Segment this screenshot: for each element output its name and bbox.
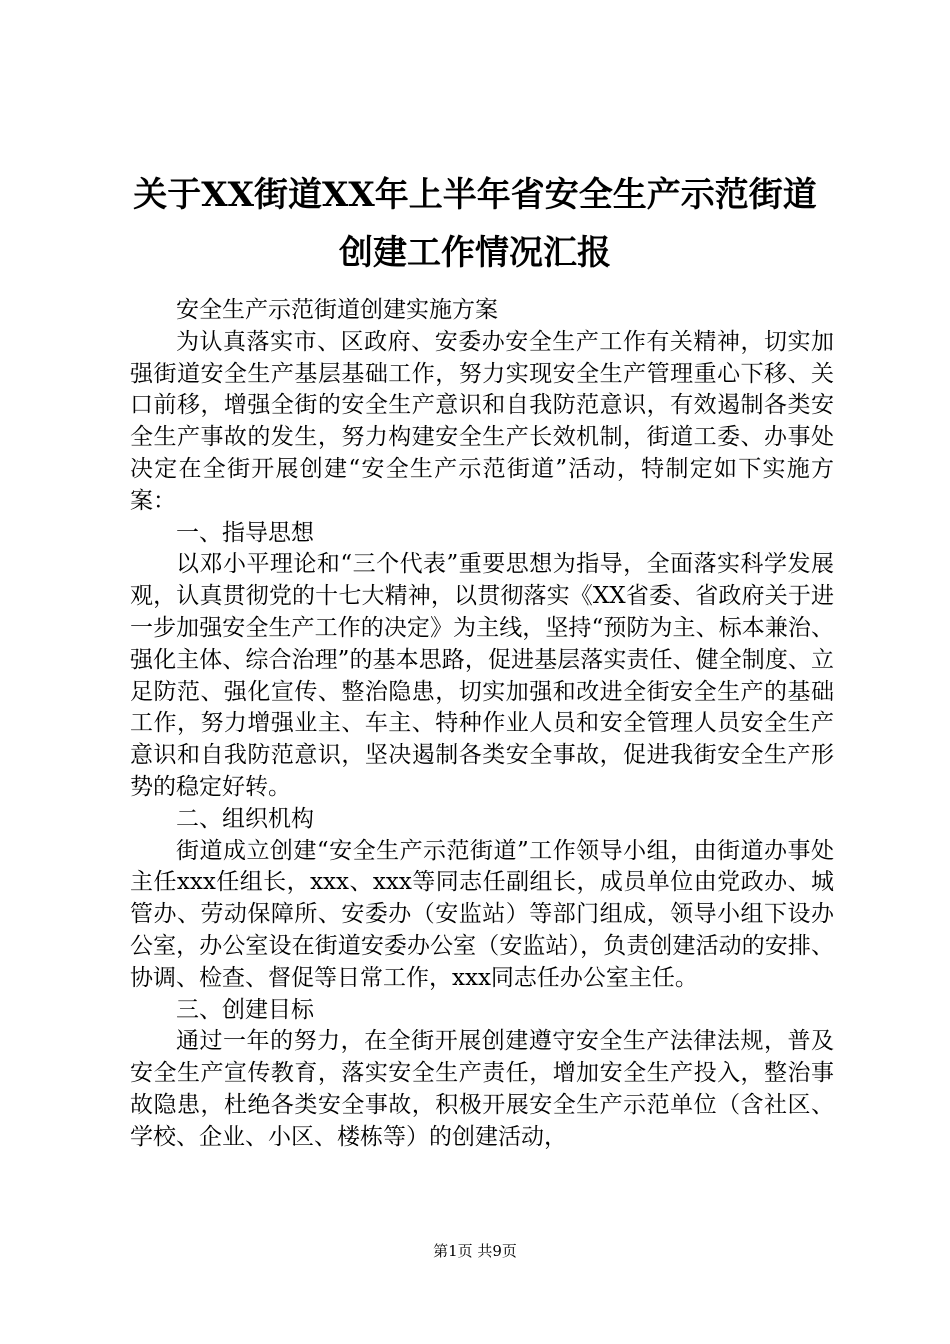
section-heading-guiding-thought: 一、指导思想	[176, 519, 314, 546]
intro-paragraph: 为认真落实市、区政府、安委办安全生产工作有关精神，切实加强街道安全生产基层基础工作，努力实现安全生产管理重心下移、关口前移，增强全街的安全生产意识和自我防范意识，有效遏制各类安全生产事故的发生，努力构建安全生产长效机制，街道工委、办事处决定在全街开展创建“安全生产示范街道”活动，特制定如下实施方案：	[130, 328, 834, 514]
document-title	[100, 166, 850, 282]
section-heading-goals: 三、创建目标	[176, 996, 314, 1023]
page-footer: 第1页 共9页	[433, 1242, 517, 1260]
plan-heading: 安全生产示范街道创建实施方案	[176, 297, 498, 323]
title-line-2: 创建工作情况汇报	[339, 233, 611, 273]
title-line-1: 关于XX街道XX年上半年省安全生产示范街道	[133, 175, 817, 215]
organization-paragraph: 街道成立创建“安全生产示范街道”工作领导小组，由街道办事处主任xxx任组长，xxx、xxx等同志任副组长，成员单位由党政办、城管办、劳动保障所、安委办（安监站）等部门组成，领导小组下设办公室，办公室设在街道安委办公室（安监站），负责创建活动的安排、协调、检查、督促等日常工作，xxx同志任办公室主任。	[130, 837, 834, 991]
section-heading-organization: 二、组织机构	[176, 805, 314, 832]
guiding-thought-paragraph: 以邓小平理论和“三个代表”重要思想为指导，全面落实科学发展观，认真贯彻党的十七大精神，以贯彻落实《XX省委、省政府关于进一步加强安全生产工作的决定》为主线，坚持“预防为主、标本兼治、强化主体、综合治理”的基本思路，促进基层落实责任、健全制度、立足防范、强化宣传、整治隐患，切实加强和改进全街安全生产的基础工作，努力增强业主、车主、特种作业人员和安全管理人员安全生产意识和自我防范意识，坚决遏制各类安全事故，促进我街安全生产形势的稳定好转。	[130, 551, 834, 800]
document-body	[130, 295, 834, 1154]
goals-paragraph: 通过一年的努力，在全街开展创建遵守安全生产法律法规，普及安全生产宣传教育，落实安全生产责任，增加安全生产投入，整治事故隐患，杜绝各类安全事故，积极开展安全生产示范单位（含社区、学校、企业、小区、楼栋等）的创建活动，	[130, 1028, 834, 1150]
